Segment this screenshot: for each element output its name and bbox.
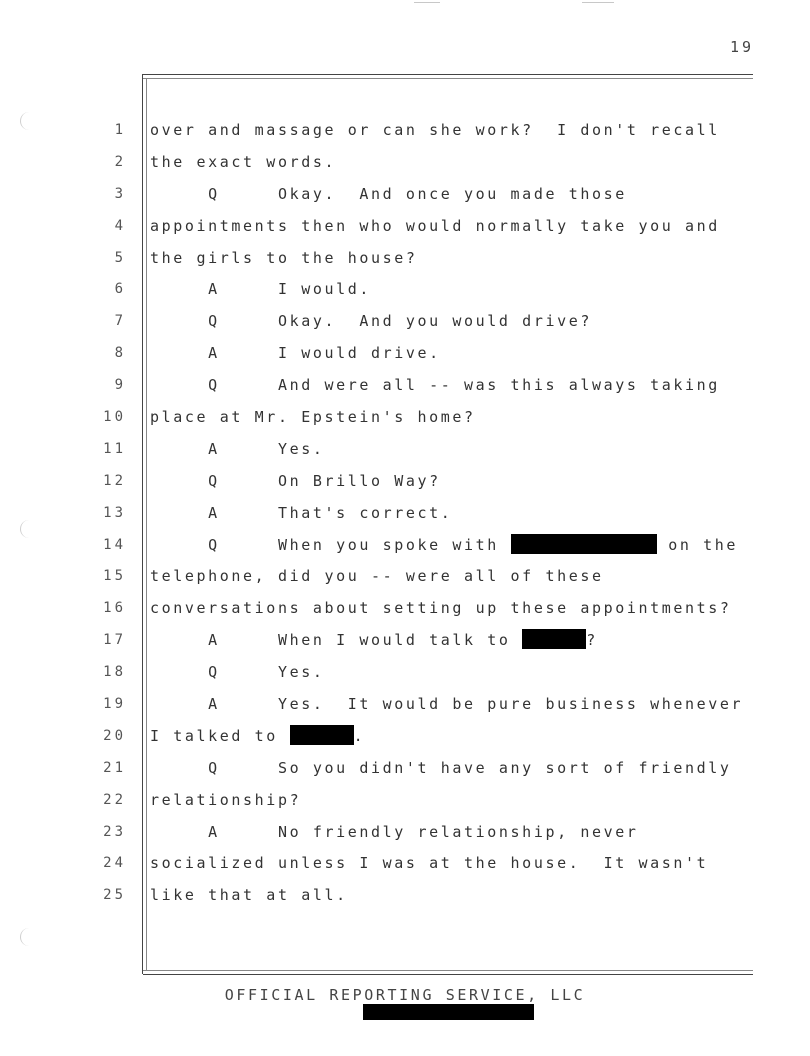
transcript-text: Q On Brillo Way? <box>150 471 441 490</box>
redaction-bar <box>363 1004 534 1020</box>
page-border <box>143 974 753 975</box>
transcript-text: the exact words. <box>150 152 337 171</box>
transcript-text: like that at all. <box>150 886 348 905</box>
transcript-line <box>150 660 750 692</box>
transcript-text: relationship? <box>150 790 302 809</box>
transcript-text: socialized unless I was at the house. It wasn't <box>150 854 709 873</box>
line-number: 20 <box>103 727 126 744</box>
transcript-line <box>150 437 750 469</box>
margin-rule <box>142 74 143 974</box>
transcript-text: A I would. <box>150 280 371 299</box>
transcript-text: Q When you spoke with <box>150 535 511 554</box>
line-number: 23 <box>103 823 126 840</box>
transcript-line <box>150 277 750 309</box>
transcript-body <box>150 118 750 915</box>
transcript-text: A Yes. It would be pure business whenever <box>150 695 744 714</box>
transcript-line <box>150 214 750 246</box>
line-number: 7 <box>114 313 126 330</box>
scan-mark <box>582 2 614 3</box>
line-number: 18 <box>103 664 126 681</box>
transcript-text: Q Yes. <box>150 663 325 682</box>
transcript-text: A No friendly relationship, never <box>150 822 639 841</box>
binder-hole-mark <box>20 928 31 946</box>
transcript-text: A When I would talk to <box>150 631 523 650</box>
transcript-line <box>150 533 750 565</box>
transcript-line <box>150 628 750 660</box>
transcript-line <box>150 596 750 628</box>
line-number: 11 <box>103 440 126 457</box>
transcript-text: A That's correct. <box>150 503 453 522</box>
transcript-line <box>150 851 750 883</box>
line-number: 13 <box>103 504 126 521</box>
page-border <box>143 970 753 971</box>
transcript-line <box>150 246 750 278</box>
line-number: 8 <box>114 345 126 362</box>
transcript-text: I talked to <box>150 726 290 745</box>
line-number: 9 <box>114 377 126 394</box>
line-number: 17 <box>103 632 126 649</box>
line-number: 12 <box>103 472 126 489</box>
transcript-text: A I would drive. <box>150 344 441 363</box>
transcript-text: place at Mr. Epstein's home? <box>150 408 476 427</box>
transcript-text: Q So you didn't have any sort of friendly <box>150 758 732 777</box>
transcript-line <box>150 724 750 756</box>
scan-mark <box>414 2 440 3</box>
transcript-text: conversations about setting up these appointments? <box>150 599 732 618</box>
page-border <box>143 78 753 79</box>
line-number: 15 <box>103 568 126 585</box>
transcript-text: on the <box>656 535 738 554</box>
transcript-text: telephone, did you -- were all of these <box>150 567 604 586</box>
line-number: 22 <box>103 791 126 808</box>
transcript-text: A Yes. <box>150 439 325 458</box>
transcript-line <box>150 182 750 214</box>
line-number: 14 <box>103 536 126 553</box>
transcript-line <box>150 373 750 405</box>
transcript-line <box>150 118 750 150</box>
transcript-line <box>150 820 750 852</box>
transcript-text: . <box>353 726 366 745</box>
line-number: 4 <box>114 217 126 234</box>
line-number: 16 <box>103 600 126 617</box>
footer-company: OFFICIAL REPORTING SERVICE, LLC <box>224 986 586 1004</box>
redaction-bar <box>522 629 586 649</box>
transcript-line <box>150 692 750 724</box>
margin-rule <box>146 78 147 970</box>
transcript-line <box>150 756 750 788</box>
redaction-bar <box>511 534 657 554</box>
line-number: 24 <box>103 855 126 872</box>
transcript-text: ? <box>586 631 598 650</box>
line-number: 19 <box>103 696 126 713</box>
transcript-text: over and massage or can she work? I don't recall <box>150 121 720 139</box>
line-number: 2 <box>114 153 126 170</box>
binder-hole-mark <box>20 520 31 538</box>
page-number: 19 <box>729 38 754 56</box>
transcript-line <box>150 564 750 596</box>
transcript-text: Q And were all -- was this always taking <box>150 376 720 395</box>
line-number-column <box>96 118 126 915</box>
line-number: 25 <box>103 887 126 904</box>
transcript-line <box>150 788 750 820</box>
transcript-line <box>150 341 750 373</box>
line-number: 10 <box>103 409 126 426</box>
transcript-text: the girls to the house? <box>150 248 418 267</box>
line-number: 1 <box>114 122 126 138</box>
binder-hole-mark <box>20 112 31 130</box>
transcript-line <box>150 501 750 533</box>
transcript-text: Q Okay. And you would drive? <box>150 312 592 331</box>
transcript-text: appointments then who would normally take you and <box>150 216 720 235</box>
redaction-bar <box>290 725 354 745</box>
line-number: 6 <box>114 281 126 298</box>
transcript-text: Q Okay. And once you made those <box>150 184 627 203</box>
transcript-line <box>150 309 750 341</box>
line-number: 5 <box>114 249 126 266</box>
transcript-line <box>150 883 750 915</box>
transcript-line <box>150 405 750 437</box>
line-number: 3 <box>114 185 126 202</box>
transcript-line <box>150 469 750 501</box>
line-number: 21 <box>103 759 126 776</box>
transcript-line <box>150 150 750 182</box>
page-border <box>143 74 753 75</box>
